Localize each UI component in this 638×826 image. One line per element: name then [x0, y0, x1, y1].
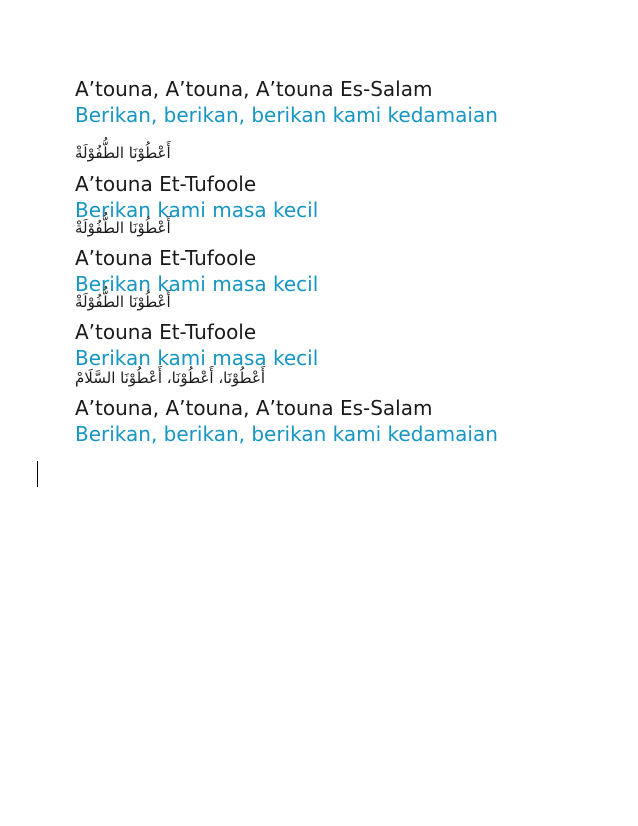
lyric-line-latin: A’touna Et-Tufoole: [75, 172, 257, 196]
text-cursor[interactable]: [37, 461, 38, 487]
lyric-line-arabic: أَعْطُوْنَا الطُّفُوْلَةْ: [75, 219, 171, 237]
lyric-line-arabic: أَعْطُوْنَا، أَعْطُوْنَا، أَعْطُوْنَا السَّلَامْ: [75, 369, 266, 387]
lyric-line-translation: Berikan kami masa kecil: [75, 272, 319, 296]
lyric-line-latin: A’touna Et-Tufoole: [75, 246, 257, 270]
lyric-line-translation: Berikan, berikan, berikan kami kedamaian: [75, 422, 498, 446]
lyric-line-arabic: أَعْطُوْنَا الطُّفُوْلَةْ: [75, 144, 171, 162]
lyric-line-latin: A’touna Et-Tufoole: [75, 320, 257, 344]
lyric-line-translation: Berikan, berikan, berikan kami kedamaian: [75, 103, 498, 127]
lyric-line-latin: A’touna, A’touna, A’touna Es-Salam: [75, 396, 433, 420]
lyric-line-translation: Berikan kami masa kecil: [75, 346, 319, 370]
lyric-line-latin: A’touna, A’touna, A’touna Es-Salam: [75, 77, 433, 101]
lyric-line-translation: Berikan kami masa kecil: [75, 198, 319, 222]
lyric-line-arabic: أَعْطُوْنَا الطُّفُوْلَةْ: [75, 293, 171, 311]
